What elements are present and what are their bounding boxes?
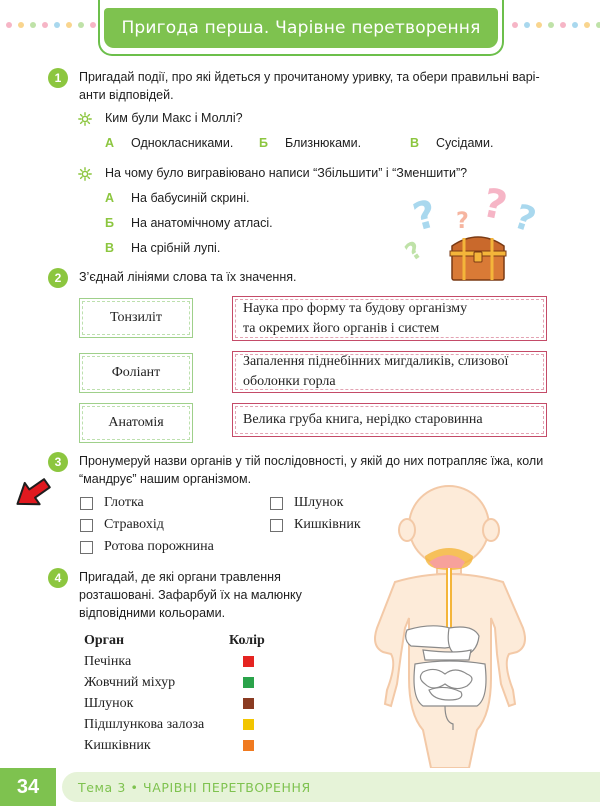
svg-text:?: ? <box>456 209 469 234</box>
q2-option-b[interactable]: На анатомічному атласі. <box>131 216 273 230</box>
table-header-organ: Орган <box>84 633 125 648</box>
page-title: Пригода перша. Чарівне перетворення <box>121 18 481 38</box>
q2-option-a-letter: А <box>105 191 115 205</box>
header-dot <box>536 22 542 28</box>
header-dot <box>90 22 96 28</box>
task-1-instruction: Пригадай події, про які йдеться у прочитаному уривку, та обери правильні варі- анти відповідей. <box>79 70 540 102</box>
svg-text:?: ? <box>509 196 541 241</box>
task-1-number: 1 <box>48 68 68 88</box>
task-4-number: 4 <box>48 568 68 588</box>
q1-option-b-letter: Б <box>259 136 268 150</box>
word-box-folio[interactable]: Фоліант <box>79 353 193 393</box>
header-dot <box>572 22 578 28</box>
color-swatch-intestine <box>243 740 254 751</box>
definition-box-3[interactable]: Велика груба книга, нерідко старовинна <box>232 403 547 437</box>
header-dot <box>78 22 84 28</box>
task-1-question-2: На чому було вигравіювано написи “Збільшити” і “Зменшити”? <box>105 166 468 180</box>
word-box-anatomy[interactable]: Анатомія <box>79 403 193 443</box>
footer-topic: Тема 3 • ЧАРІВНІ ПЕРЕТВОРЕННЯ <box>62 772 600 802</box>
q1-option-a[interactable]: Однокласниками. <box>131 136 234 150</box>
svg-text:?: ? <box>478 180 511 230</box>
task-3-instruction: Пронумеруй назви органів у тій послідовності, у якій до них потрапляє їжа, коли “мандрує” нашим організмом. <box>79 454 544 486</box>
label-stomach: Шлунок <box>294 495 344 510</box>
q2-option-c-letter: В <box>105 241 115 255</box>
svg-text:?: ? <box>400 235 428 267</box>
pointer-arrow-icon <box>10 474 56 512</box>
header-dot <box>30 22 36 28</box>
task-2-instruction: З’єднай лініями слова та їх значення. <box>79 270 297 284</box>
header-dot <box>548 22 554 28</box>
header-dot <box>66 22 72 28</box>
q1-option-c[interactable]: Сусідами. <box>436 136 494 150</box>
color-swatch-gallbladder <box>243 677 254 688</box>
q1-option-c-letter: В <box>410 136 420 150</box>
label-pharynx: Глотка <box>104 495 144 510</box>
label-oral-cavity: Ротова порожнина <box>104 539 214 554</box>
task-3-number: 3 <box>48 452 68 472</box>
title-banner <box>98 0 504 56</box>
treasure-chest-question-marks-icon <box>400 176 550 286</box>
table-header-color: Колір <box>229 633 265 648</box>
checkbox-intestine[interactable] <box>270 519 283 532</box>
sun-bullet-icon <box>78 167 92 181</box>
sun-bullet-icon <box>78 112 92 126</box>
label-esophagus: Стравохід <box>104 517 164 532</box>
color-swatch-liver <box>243 656 254 667</box>
label-intestine: Кишківник <box>294 517 361 532</box>
q2-option-a[interactable]: На бабусиній скрині. <box>131 191 250 205</box>
organ-liver: Печінка <box>84 654 132 669</box>
body-outline-digestive-system-icon <box>345 478 555 768</box>
checkbox-pharynx[interactable] <box>80 497 93 510</box>
header-dot <box>54 22 60 28</box>
q1-option-b[interactable]: Близнюками. <box>285 136 362 150</box>
task-4-instruction: Пригадай, де які органи травлення розташовані. Зафарбуй їх на малюнку відповідними кольорами. <box>79 570 302 620</box>
header-dot <box>512 22 518 28</box>
organ-pancreas: Підшлункова залоза <box>84 717 205 732</box>
q1-option-a-letter: А <box>105 136 115 150</box>
color-swatch-pancreas <box>243 719 254 730</box>
definition-box-2[interactable]: Запалення піднебінних мигдаликів, слизової оболонки горла <box>232 351 547 393</box>
definition-box-1[interactable]: Наука про форму та будову організму та окремих його органів і систем <box>232 296 547 341</box>
task-1-question-1: Ким були Макс і Моллі? <box>105 111 243 125</box>
organ-intestine: Кишківник <box>84 738 151 753</box>
header-dot <box>18 22 24 28</box>
q2-option-c[interactable]: На срібній лупі. <box>131 241 221 255</box>
header-dot <box>560 22 566 28</box>
organ-stomach: Шлунок <box>84 696 134 711</box>
q2-option-b-letter: Б <box>105 216 114 230</box>
header-dots-right <box>512 22 600 28</box>
word-box-tonsillitis[interactable]: Тонзиліт <box>79 298 193 338</box>
checkbox-stomach[interactable] <box>270 497 283 510</box>
checkbox-oral-cavity[interactable] <box>80 541 93 554</box>
organ-gallbladder: Жовчний міхур <box>84 675 176 690</box>
page-number: 34 <box>0 768 56 806</box>
header-dot <box>596 22 600 28</box>
svg-text:?: ? <box>408 191 442 240</box>
header-dot <box>584 22 590 28</box>
color-swatch-stomach <box>243 698 254 709</box>
header-dot <box>524 22 530 28</box>
header-dot <box>42 22 48 28</box>
header-dot <box>6 22 12 28</box>
task-2-number: 2 <box>48 268 68 288</box>
checkbox-esophagus[interactable] <box>80 519 93 532</box>
